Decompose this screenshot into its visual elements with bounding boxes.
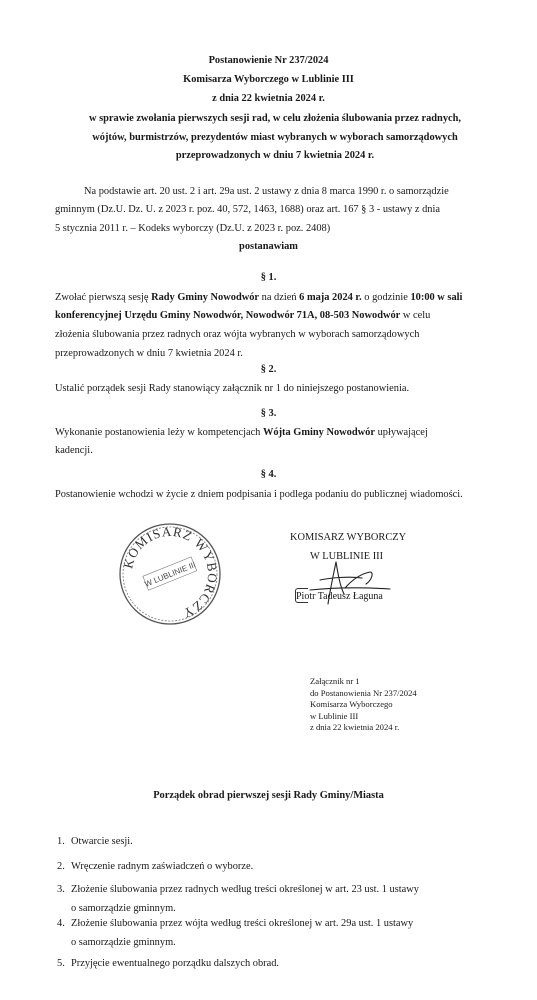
agenda-item: [57, 857, 477, 876]
signature-bracket: [295, 588, 308, 603]
agenda-item-text: Złożenie ślubowania przez radnych według treści określonej w art. 23 ust. 1 ustawy: [71, 884, 419, 895]
s1-council: Rady Gminy Nowodwór: [151, 292, 260, 303]
s1-text-e: o godzinie: [361, 292, 411, 303]
section-2-text: Ustalić porządek sesji Rady stanowiący załącznik nr 1 do niniejszego postanowienia.: [55, 383, 410, 394]
s1-text-c: na dzień: [259, 292, 300, 303]
agenda-item-number: 1.: [57, 836, 65, 847]
agenda-item-text: Złożenie ślubowania przez wójta według treści określonej w art. 29a ust. 1 ustawy: [71, 918, 414, 929]
agenda-item-text: Przyjęcie ewentualnego porządku dalszych obrad.: [71, 958, 280, 969]
section-1-line-2: [55, 306, 495, 325]
preamble-line-3: 5 stycznia 2011 r. – Kodeks wyborczy (Dz.U. z 2023 r. poz. 2408): [55, 223, 331, 234]
decision-number: Postanowienie Nr 237/2024: [208, 55, 329, 66]
agenda-item-text: Otwarcie sesji.: [71, 836, 133, 847]
agenda-item-text-cont: o samorządzie gminnym.: [71, 937, 176, 948]
agenda-item-number: 5.: [57, 958, 65, 969]
signatory-office: W LUBLINIE III: [310, 551, 384, 562]
s1-purpose-start: w celu: [400, 310, 431, 321]
stamp-center-text: W LUBLINIE III: [143, 560, 198, 589]
s1-text-a: Zwołać pierwszą sesję: [55, 292, 152, 303]
annex-note-line-1: Załącznik nr 1: [310, 676, 360, 686]
agenda-item: [57, 832, 477, 851]
s1-venue: konferencyjnej Urzędu Gminy Nowodwór, Nowodwór 71A, 08-503 Nowodwór: [55, 310, 401, 321]
preamble-line-2: gminnym (Dz.U. Dz. U. z 2023 r. poz. 40, 572, 1463, 1688) oraz art. 167 § 3 - ustawy z dnia: [55, 204, 440, 215]
agenda-item: [57, 880, 497, 918]
agenda-item-number: 4.: [57, 918, 65, 929]
agenda-item-text-cont: o samorządzie gminnym.: [71, 903, 176, 914]
annex-note-line-4: w Lublinie III: [310, 710, 359, 721]
annex-note: [310, 676, 417, 734]
preamble-line-1: Na podstawie art. 20 ust. 2 i art. 29a ust. 2 ustawy z dnia 8 marca 1990 r. o samorządzie: [84, 186, 449, 197]
agenda-item: [57, 954, 477, 973]
agenda-item-number: 2.: [57, 861, 65, 872]
s3-text-a: Wykonanie postanowienia leży w kompetencjach: [55, 427, 263, 438]
subject-line-1: w sprawie zwołania pierwszych sesji rad, w celu złożenia ślubowania przez radnych,: [88, 113, 462, 124]
s1-date: 6 maja 2024 r.: [299, 292, 362, 303]
official-stamp: [118, 522, 222, 626]
stamp-ring-text: KOMISARZ WYBORCZY: [120, 523, 221, 622]
section-1-line-3: złożenia ślubowania przez radnych oraz wójta wybranych w wyborach samorządowych: [55, 329, 420, 340]
issuer: Komisarza Wyborczego w Lublinie III: [183, 74, 354, 85]
agenda-title: Porządek obrad pierwszej sesji Rady Gminy/Miasta: [153, 790, 384, 801]
signatory-title: KOMISARZ WYBORCZY: [290, 532, 407, 543]
decree-word: postanawiam: [239, 241, 298, 252]
subject-line-2: wójtów, burmistrzów, prezydentów miast wybranych w wyborach samorządowych: [92, 132, 458, 143]
section-3-title: § 3.: [260, 408, 277, 419]
section-2-title: § 2.: [260, 364, 277, 375]
agenda-item-text: Wręczenie radnym zaświadczeń o wyborze.: [71, 861, 254, 872]
section-1-line-4: przeprowadzonych w dniu 7 kwietnia 2024 r.: [55, 348, 243, 359]
section-1-title: § 1.: [260, 272, 277, 283]
section-4-title: § 4.: [260, 469, 277, 480]
section-1-line-1: [55, 288, 500, 307]
s3-mayor: Wójta Gminy Nowodwór: [262, 427, 375, 438]
decision-date: z dnia 22 kwietnia 2024 r.: [212, 93, 325, 104]
section-3-line-1: [55, 423, 500, 442]
annex-note-line-5: z dnia 22 kwietnia 2024 r.: [310, 722, 400, 732]
s1-time: 10:00 w sali: [410, 292, 463, 303]
agenda-item-number: 3.: [57, 884, 65, 895]
signatory-name: Piotr Tadeusz Łaguna: [296, 591, 383, 602]
section-3-line-2: kadencji.: [55, 445, 93, 456]
annex-note-line-3: Komisarza Wyborczego: [310, 699, 393, 709]
subject-line-3: przeprowadzonych w dniu 7 kwietnia 2024 r.: [175, 150, 375, 161]
agenda-item: [57, 914, 497, 952]
section-4-text: Postanowienie wchodzi w życie z dniem podpisania i podlega podaniu do publicznej wiadomości.: [55, 489, 463, 500]
s3-text-c: upływającej: [374, 427, 428, 438]
annex-note-line-2: do Postanowienia Nr 237/2024: [310, 687, 417, 698]
